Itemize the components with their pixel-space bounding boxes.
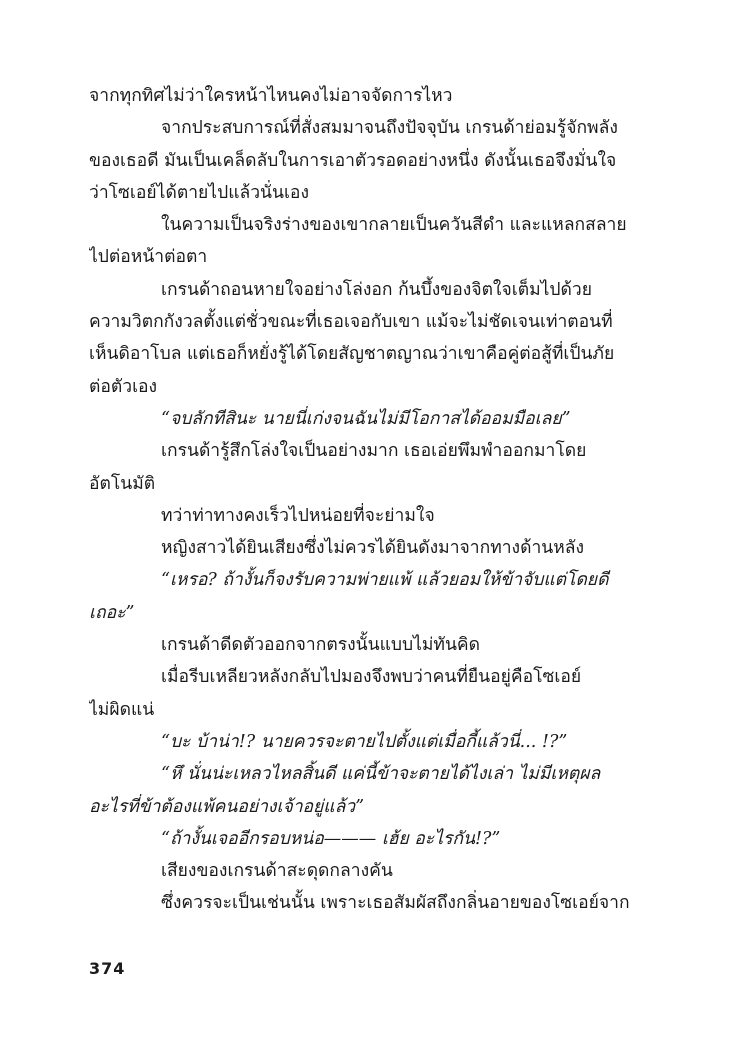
text-line: ของเธอดี มันเป็นเคล็ดลับในการเอาตัวรอดอย่างหนึ่ง ดังนั้นเธอจึงมั่นใจ: [89, 150, 617, 171]
text-line: จากทุกทิศไม่ว่าใครหน้าไหนคงไม่อาจจัดการไหว: [89, 86, 453, 106]
text-line: อัตโนมัติ: [89, 473, 156, 494]
text-line: ต่อตัวเอง: [89, 376, 158, 397]
text-line: ไม่ผิดแน่: [89, 699, 155, 720]
text-line: เห็นดิอาโบล แต่เธอก็หยั่งรู้ได้โดยสัญชาตญาณว่าเขาคือคู่ต่อสู้ที่เป็นภัย: [89, 344, 615, 365]
text-line: ไปต่อหน้าต่อตา: [89, 247, 208, 268]
text-line: เสียงของเกรนด้าสะดุดกลางคัน: [161, 861, 393, 882]
dialogue-line: “จบลักทีสินะ นายนี่เก่งจนฉันไม่มีโอกาสได้ออมมือเลย”: [161, 408, 571, 429]
dialogue-line: เถอะ”: [89, 602, 135, 623]
text-line: เกรนด้าถอนหายใจอย่างโล่งอก ก้นบึ้งของจิตใจเต็มไปด้วย: [161, 279, 592, 300]
page-number: 374: [89, 959, 126, 978]
text-line: ในความเป็นจริงร่างของเขากลายเป็นควันสีดำ และแหลกสลาย: [161, 215, 627, 236]
text-line: ซึ่งควรจะเป็นเช่นนั้น เพราะเธอสัมผัสถึงกลิ่นอายของโซเอย์จาก: [161, 893, 630, 914]
text-line: ความวิตกกังวลตั้งแต่ชั่วขณะที่เธอเจอกับเขา แม้จะไม่ชัดเจนเท่าตอนที่: [89, 312, 613, 333]
dialogue-line: “เหรอ? ถ้างั้นก็จงรับความพ่ายแพ้ แล้วยอมให้ข้าจับแต่โดยดี: [161, 570, 609, 591]
text-line: หญิงสาวได้ยินเสียงซึ่งไม่ควรได้ยินดังมาจากทางด้านหลัง: [161, 538, 585, 559]
dialogue-line: อะไรที่ข้าต้องแพ้คนอย่างเจ้าอยู่แล้ว”: [89, 796, 365, 817]
text-line: ทว่าท่าทางคงเร็วไปหน่อยที่จะย่ามใจ: [161, 505, 435, 526]
dialogue-line: “บะ บ้าน่า!? นายควรจะตายไปตั้งแต่เมื่อกี้แล้วนี่... !?”: [161, 731, 568, 752]
text-line: ว่าโซเอย์ได้ตายไปแล้วนั่นเอง: [89, 182, 309, 203]
text-line: เกรนด้าดีดตัวออกจากตรงนั้นแบบไม่ทันคิด: [161, 635, 480, 656]
dialogue-line: “หึ นั่นน่ะเหลวไหลสิ้นดี แค่นี้ข้าจะตายได้ไงเล่า ไม่มีเหตุผล: [161, 764, 601, 785]
body-text: [89, 80, 654, 920]
dialogue-line: “ถ้างั้นเจออีกรอบหน่อ——— เฮ้ย อะไรกัน!?”: [161, 828, 501, 849]
text-line: เมื่อรีบเหลียวหลังกลับไปมองจึงพบว่าคนที่ยืนอยู่คือโซเอย์: [161, 667, 582, 688]
text-line: เกรนด้ารู้สึกโล่งใจเป็นอย่างมาก เธอเอ่ยพึมพำออกมาโดย: [161, 441, 587, 462]
text-line: จากประสบการณ์ที่สั่งสมมาจนถึงปัจจุบัน เกรนด้าย่อมรู้จักพลัง: [161, 118, 618, 139]
